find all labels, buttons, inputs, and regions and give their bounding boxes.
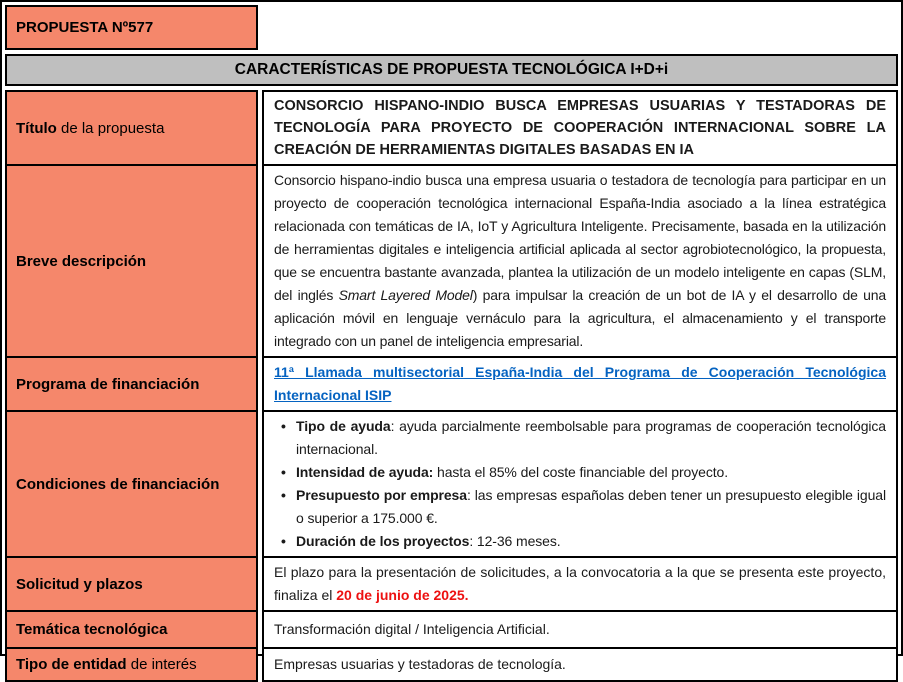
conditions-bullet-list (274, 415, 886, 553)
value-descripcion (262, 164, 898, 358)
label-tematica-text: Temática tecnológica (16, 621, 168, 638)
label-tematica (5, 610, 258, 649)
bullet-item: • Duración de los proyectos: 12-36 meses. (274, 530, 886, 553)
row-tipo-entidad (5, 647, 898, 682)
label-programa-text: Programa de financiación (16, 375, 200, 393)
label-condiciones-text: Condiciones de financiación (16, 475, 220, 493)
row-tematica (5, 610, 898, 649)
row-descripcion (5, 164, 898, 358)
entity-type-text: Empresas usuarias y testadoras de tecnología. (274, 656, 566, 672)
label-programa (5, 356, 258, 412)
label-descripcion-text: Breve descripción (16, 252, 147, 270)
value-titulo (262, 90, 898, 166)
bullet-item: • Tipo de ayuda: ayuda parcialmente reembolsable para programas de cooperación tecnológica internacional. (274, 415, 886, 461)
row-programa (5, 356, 898, 412)
value-condiciones (262, 410, 898, 558)
label-titulo-text: Título de la propuesta (16, 119, 165, 137)
deadline-paragraph: El plazo para la presentación de solicitudes, a la convocatoria a la que se presenta este proyecto, finaliza el 20 de junio de 2025. (274, 564, 886, 603)
tech-topic-text: Transformación digital / Inteligencia Artificial. (274, 621, 550, 637)
label-tipo-entidad-text: Tipo de entidad de interés (16, 656, 197, 673)
label-solicitud-text: Solicitud y plazos (16, 575, 143, 593)
italic-term: Smart Layered Model (338, 287, 473, 303)
value-tematica (262, 610, 898, 649)
value-solicitud (262, 556, 898, 612)
label-condiciones (5, 410, 258, 558)
bullet-item: • Intensidad de ayuda: hasta el 85% del coste financiable del proyecto. (274, 461, 886, 484)
section-header (5, 54, 898, 86)
label-descripcion (5, 164, 258, 358)
label-tipo-entidad (5, 647, 258, 682)
deadline-date: 20 de junio de 2025. (336, 587, 469, 603)
value-programa (262, 356, 898, 412)
row-condiciones (5, 410, 898, 558)
description-paragraph: Consorcio hispano-indio busca una empresa usuaria o testadora de tecnología para participar en un proyecto de cooperación tecnológica internacional España-India asociado a la línea estratégica relacionada con temáticas de IA, IoT y Agricultura Inteligente. Precisamente, basada en la utilización de herramientas digitales e inteligencia artificial aplicada al sector agrobiotecnológico, la propuesta, que se encuentra bastante avanzada, plantea la utilización de un modelo inteligente en capas (SLM, del inglés Smart Layered Model) para impulsar la creación de un bot de IA y el desarrollo de una aplicación móvil en lenguaje vernáculo para la agricultura, el almacenamiento y el transporte integrado con un panel de inteligencia empresarial. (274, 172, 886, 349)
bullet-item: • Presupuesto por empresa: las empresas españolas deben tener un presupuesto elegible igual o superior a 175.000 €. (274, 484, 886, 530)
label-solicitud (5, 556, 258, 612)
row-titulo (5, 90, 898, 166)
proposal-title-text: CONSORCIO HISPANO-INDIO BUSCA EMPRESAS USUARIAS Y TESTADORAS DE TECNOLOGÍA PARA PROYECTO DE COOPERACIÓN INTERNACIONAL SOBRE LA CREACIÓN DE HERRAMIENTAS DIGITALES BASADAS EN IA (274, 98, 886, 158)
section-header-title: CARACTERÍSTICAS DE PROPUESTA TECNOLÓGICA I+D+i (234, 61, 669, 78)
proposal-table (5, 90, 898, 682)
value-tipo-entidad (262, 647, 898, 682)
row-solicitud (5, 556, 898, 612)
proposal-number-label: PROPUESTA Nº577 (16, 19, 154, 36)
proposal-number-box (5, 5, 258, 50)
funding-program-link[interactable]: 11ª Llamada multisectorial España-India del Programa de Cooperación Tecnológica Internacional ISIP (274, 364, 886, 403)
label-titulo (5, 90, 258, 166)
